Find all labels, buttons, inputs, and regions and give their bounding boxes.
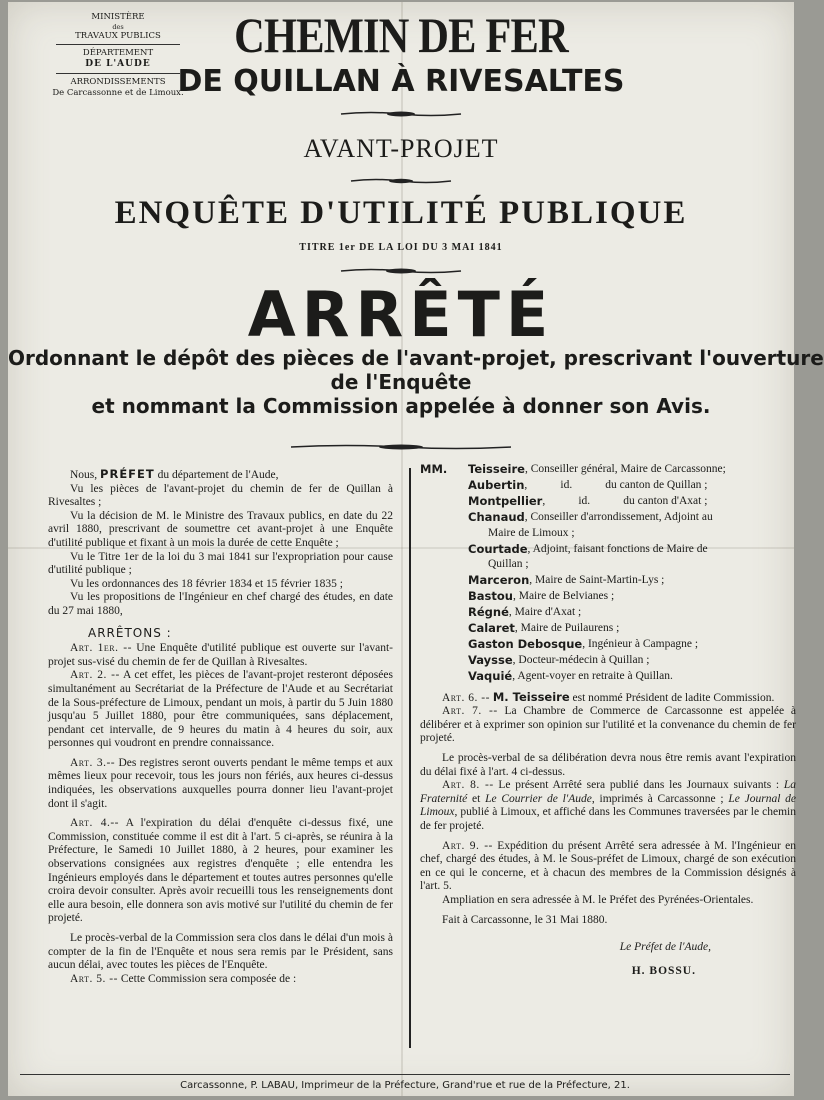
arrete-heading: ARRÊTÉ	[247, 278, 555, 351]
article-6-text: est nommé Président de ladite Commission.	[572, 691, 775, 704]
article-4-label: Art. 4.--	[70, 817, 119, 830]
indent	[420, 573, 468, 589]
column-divider	[409, 468, 411, 1048]
prefet-word: PRÉFET	[100, 467, 155, 481]
indent	[420, 653, 468, 669]
member-row	[420, 621, 796, 637]
member-name: Chanaud	[468, 509, 525, 524]
member-row	[420, 669, 796, 685]
proces-verbal-2: Le procès-verbal de sa délibération devra nous être remis avant l'expiration du délai fixé à l'art. 4 ci-dessus.	[420, 752, 796, 778]
nous-rest: du département de l'Aude,	[157, 469, 279, 481]
article-6-label: Art. 6. --	[442, 691, 490, 704]
indent	[420, 526, 468, 542]
member-name: Bastou	[468, 589, 513, 604]
ordonnant-line-2: de l'Enquête	[330, 370, 472, 394]
member-name: Vaquié	[468, 668, 513, 683]
member-continuation: Quillan ;	[488, 558, 529, 571]
indent	[420, 669, 468, 685]
footer-rule	[20, 1074, 790, 1075]
member-name: Calaret	[468, 621, 515, 636]
enquete-heading: ENQUÊTE D'UTILITÉ PUBLIQUE	[114, 195, 688, 231]
nous-word: Nous,	[70, 469, 98, 481]
member-name: Régné	[468, 605, 509, 620]
member-row	[420, 462, 796, 478]
indent	[420, 605, 468, 621]
signature-name: H. BOSSU.	[631, 964, 696, 977]
member-row	[420, 605, 796, 621]
member-name: Vaysse	[468, 652, 513, 667]
ampliation-paragraph: Ampliation en sera adressée à M. le Préfet des Pyrénées-Orientales.	[442, 894, 754, 906]
article-4-text: A l'expiration du délai d'enquête ci-dessus fixé, une Commission, constituée comme il est dit à l'art. 5 ci-après, se réunira à la Préfecture, le Samedi 10 Juillet 1880, à 2 heures, pour examiner les observations consignées aux registres d'enquête ; elle entendra les Ingénieurs employés dans le département et toutes autres personnes qu'elle croira devoir consulter. Après avoir recueilli tous les renseignements dont elle aura besoin, elle donnera son avis motivé sur l'utilité du chemin de fer projeté.	[48, 817, 393, 925]
indent	[420, 542, 468, 558]
member-role: , Conseiller général, Maire de Carcassonne;	[524, 463, 726, 475]
member-idem: id.	[560, 478, 573, 491]
member-name: Montpellier	[468, 493, 543, 508]
member-row	[420, 510, 796, 526]
indent	[420, 589, 468, 605]
indent	[420, 557, 468, 573]
member-name: Teisseire	[468, 462, 525, 476]
article-8-label: Art. 8. --	[442, 779, 494, 792]
nous-paragraph	[48, 468, 393, 483]
article-9	[420, 840, 796, 894]
member-name: Courtade	[468, 541, 528, 556]
left-column	[48, 468, 393, 986]
member-role: , Maire de Saint-Martin-Lys ;	[529, 574, 665, 587]
vu-1: Vu les pièces de l'avant-projet du chemin de fer de Quillan à Rivesaltes ;	[48, 482, 393, 509]
article-9-text: Expédition du présent Arrêté sera adressée à M. l'Ingénieur en chef, chargé des études, à M. le Sous-préfet de Limoux, chargé de son exécution en ce qui le concerne, et à chacun des membres de la Commission désignés à l'art. 5.	[420, 839, 797, 893]
arrondissements-names: De Carcassonne et de Limoux.	[52, 87, 184, 98]
printer-footer: Carcassonne, P. LABAU, Imprimeur de la Préfecture, Grand'rue et rue de la Préfecture, 21.	[180, 1080, 630, 1091]
article-7-label: Art. 7. --	[442, 705, 498, 718]
member-role: , Ingénieur à Campagne ;	[582, 637, 699, 650]
ordonnant-line-3: et nommant la Commission appelée à donner son Avis.	[91, 394, 711, 418]
member-role: , Maire d'Axat ;	[508, 606, 582, 619]
poster-sheet	[8, 2, 824, 1096]
arretons-heading: ARRÊTONS :	[88, 625, 172, 640]
member-row	[420, 557, 796, 573]
ornament-rule	[341, 267, 461, 275]
member-row	[420, 494, 796, 510]
member-row	[420, 478, 796, 494]
member-role: ,	[542, 494, 546, 507]
article-5-text: Cette Commission sera composée de :	[120, 972, 297, 985]
member-role: , Adjoint, faisant fonctions de Maire de	[527, 542, 708, 555]
ordonnant-line-1: Ordonnant le dépôt des pièces de l'avant-projet, prescrivant l'ouverture	[8, 346, 824, 370]
signature-title: Le Préfet de l'Aude,	[619, 941, 711, 954]
indent	[420, 637, 468, 653]
member-role: , Maire de Puilaurens ;	[514, 622, 620, 635]
article-1	[48, 642, 393, 669]
indent	[420, 494, 468, 510]
main-title: CHEMIN DE FER	[234, 7, 568, 63]
article-1-text: Une Enquête d'utilité publique est ouverte sur l'avant-projet sus-visé du chemin de fer de Quillan à Rivesaltes.	[48, 642, 394, 668]
article-2-text: A cet effet, les pièces de l'avant-projet resteront déposées simultanément au Secrétariat de la Préfecture de l'Aude et au Secrétariat de la Sous-préfecture de Limoux, pendant un mois, à partir du 5 Juin 1880 jusqu'au 5 Juillet 1880, pour être communiquées, sans déplacement, pendant cet intervalle, de 9 heures du matin à 4 heures du soir, aux personnes qui voudront en prendre connaissance.	[48, 669, 393, 750]
member-row	[420, 542, 796, 558]
member-name: Aubertin	[468, 477, 525, 492]
indent	[420, 621, 468, 637]
member-idem: id.	[578, 494, 591, 507]
member-row	[420, 589, 796, 605]
article-2-label: Art. 2. --	[70, 669, 120, 682]
article-1-label: Art. 1er. --	[70, 642, 132, 655]
member-row	[420, 573, 796, 589]
journal-courrier: Le Courrier de l'Aude	[485, 792, 592, 805]
member-name: Marceron	[468, 573, 530, 588]
vu-3: Vu le Titre 1er de la loi du 3 mai 1841 sur l'expropriation pour cause d'utilité publique ;	[48, 550, 393, 577]
article-3-text: Des registres seront ouverts pendant le même temps et aux mêmes lieux pour recevoir, tous les jours non fériés, aux heures ci-dessus indiquées, les observations auxquelles pourra donner lieu l'avant-projet dont il s'agit.	[48, 756, 393, 810]
article-5-label: Art. 5. --	[70, 972, 118, 985]
member-role: , Agent-voyer en retraite à Quillan.	[512, 669, 673, 682]
proces-verbal-paragraph: Le procès-verbal de la Commission sera clos dans le délai d'un mois à compter de la fin de l'Enquête et nous sera remis par le Président, sans aucun délai, avec toutes les pièces de l'Enquête.	[48, 932, 393, 972]
fait-line: Fait à Carcassonne, le 31 Mai 1880.	[442, 913, 608, 926]
article-8	[420, 779, 796, 833]
commission-members	[420, 462, 796, 685]
article-7	[420, 705, 796, 746]
member-canton: du canton de Quillan ;	[605, 478, 708, 491]
vu-5: Vu les propositions de l'Ingénieur en chef chargé des études, en date du 27 mai 1880,	[48, 591, 393, 617]
article-6	[420, 691, 796, 706]
vertical-fold	[401, 2, 403, 1096]
article-4	[48, 817, 393, 926]
member-canton: du canton d'Axat ;	[623, 494, 708, 507]
journal-limoux: Le Journal de Limoux	[420, 792, 796, 819]
article-8-text-b: et	[472, 792, 481, 805]
travaux-label: TRAVAUX PUBLICS	[75, 30, 161, 41]
member-role: , Maire de Belvianes ;	[512, 590, 615, 603]
indent	[420, 478, 468, 494]
member-role: , Conseiller d'arrondissement, Adjoint au	[524, 510, 713, 523]
member-role: , Docteur-médecin à Quillan ;	[512, 653, 650, 666]
ornament-rule	[291, 443, 511, 451]
member-row	[420, 637, 796, 653]
vu-4: Vu les ordonnances des 18 février 1834 et 15 février 1835 ;	[70, 577, 343, 590]
avant-projet-heading: AVANT-PROJET	[303, 134, 499, 163]
article-5	[48, 973, 393, 987]
right-column	[420, 462, 796, 978]
ornament-rule	[351, 177, 451, 185]
article-2	[48, 669, 393, 751]
indent	[420, 510, 468, 526]
article-3-label: Art. 3.--	[70, 756, 116, 769]
article-8-text-c: , imprimés à Carcassonne ;	[591, 792, 724, 805]
article-8-text-a: Le présent Arrêté sera publié dans les Journaux suivants :	[498, 779, 780, 792]
aude-label: DE L'AUDE	[85, 59, 151, 69]
member-role: ,	[524, 478, 528, 491]
article-7-text: La Chambre de Commerce de Carcassonne est appelée à délibérer et à exprimer son opinion sur l'utilité et la convenance du chemin de fer projeté.	[420, 705, 796, 745]
article-8-text-d: , publié à Limoux, et affiché dans les Communes traversées par le chemin de fer projeté.	[420, 806, 796, 833]
mm-label: MM.	[420, 462, 448, 476]
member-row	[420, 653, 796, 669]
des-label: des	[112, 22, 124, 31]
article-6-name: M. Teisseire	[492, 689, 570, 704]
journal-fraternite: La Fraternité	[420, 779, 797, 805]
member-name: Gaston Debosque	[468, 636, 583, 651]
member-row	[420, 526, 796, 542]
ordonnant-block	[8, 346, 824, 418]
article-3	[48, 757, 393, 811]
ministere-label: MINISTÈRE	[91, 12, 145, 22]
route-title: DE QUILLAN À RIVESALTES	[177, 64, 625, 99]
arrondissements-label: ARRONDISSEMENTS	[70, 77, 166, 88]
departement-label: DÉPARTEMENT	[82, 48, 154, 59]
member-continuation: Maire de Limoux ;	[488, 526, 575, 539]
ornament-rule	[341, 110, 461, 118]
titre-loi-line: TITRE 1er DE LA LOI DU 3 MAI 1841	[299, 242, 503, 253]
vu-2: Vu la décision de M. le Ministre des Travaux publics, en date du 22 avril 1880, prescrivant de soumettre cet avant-projet à une Enquête d'utilité publique et fixant à un mois la durée de cette Enquête ;	[48, 509, 393, 549]
article-9-label: Art. 9. --	[442, 839, 493, 852]
